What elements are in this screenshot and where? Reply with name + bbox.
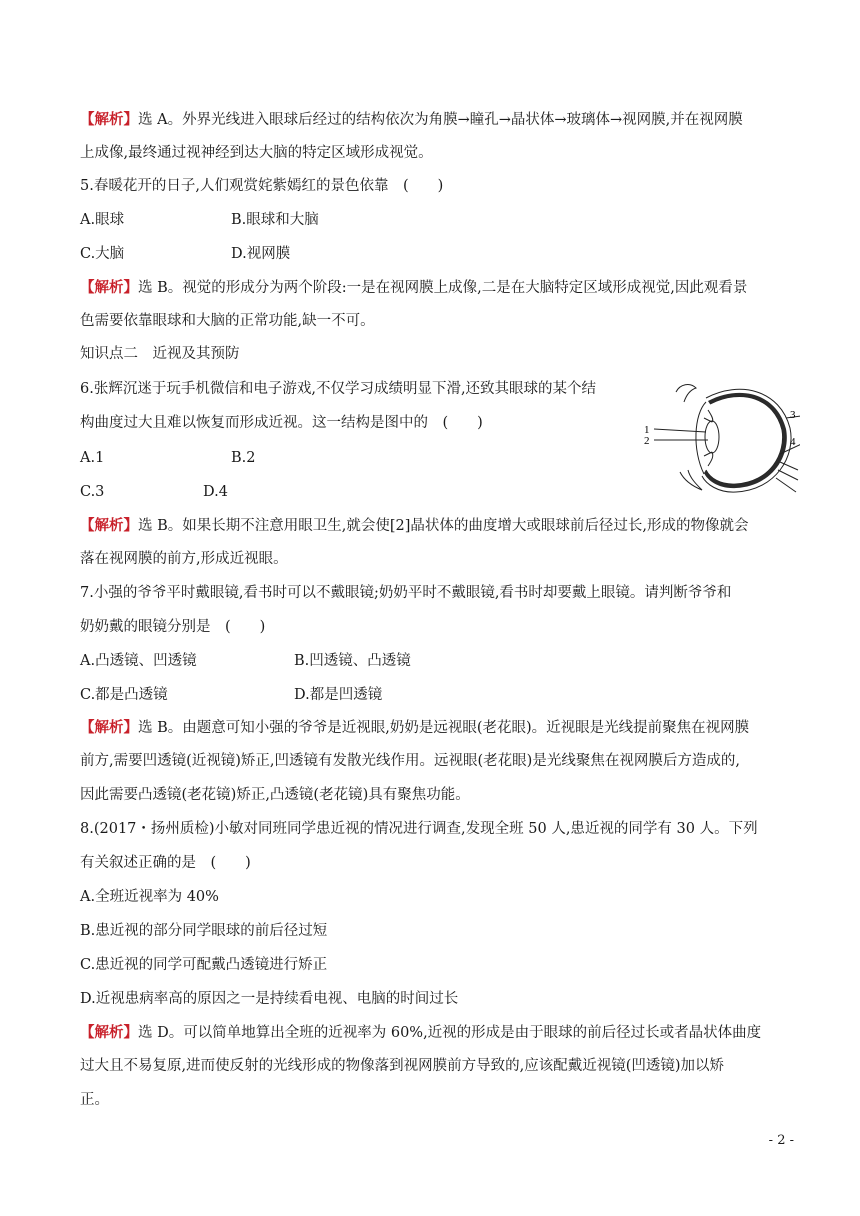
question-5-stem: 5.春暖花开的日子,人们观赏姹紫嫣红的景色依靠 ( ) xyxy=(80,178,444,194)
analysis-tag: 【解析】 xyxy=(80,1024,138,1041)
question-6-line-1: 6.张辉沉迷于玩手机微信和电子游戏,不仅学习成绩明显下滑,还致其眼球的某个结 xyxy=(80,381,597,397)
question-6-option-c: C.3 xyxy=(80,484,105,500)
analysis-6-line-1 xyxy=(80,516,749,536)
question-8-option-c: C.患近视的同学可配戴凸透镜进行矫正 xyxy=(80,957,328,973)
question-8-line-1: 8.(2017・扬州质检)小敏对同班同学患近视的情况进行调查,发现全班 50 人,患近视的同学有 30 人。下列 xyxy=(80,821,758,837)
analysis-4-line-1 xyxy=(80,110,743,130)
figure-label-2: 2 xyxy=(644,435,650,447)
analysis-7-line-3: 因此需要凸透镜(老花镜)矫正,凸透镜(老花镜)具有聚焦功能。 xyxy=(80,787,470,803)
question-7-option-a: A.凸透镜、凹透镜 xyxy=(80,653,197,669)
question-5-option-c: C.大脑 xyxy=(80,246,125,262)
analysis-8-line-3: 正。 xyxy=(80,1092,109,1108)
section-heading: 知识点二 近视及其预防 xyxy=(80,346,240,362)
question-6-option-b: B.2 xyxy=(231,450,256,466)
lens xyxy=(705,421,719,453)
page-number: - 2 - xyxy=(768,1133,794,1148)
question-6-option-a: A.1 xyxy=(80,450,105,466)
cornea xyxy=(696,402,706,474)
question-5-option-a: A.眼球 xyxy=(80,212,125,228)
question-7-option-b: B.凹透镜、凸透镜 xyxy=(294,653,411,669)
question-8-option-a: A.全班近视率为 40% xyxy=(80,889,219,905)
question-8-option-b: B.患近视的部分同学眼球的前后径过短 xyxy=(80,923,328,939)
analysis-8-line-1 xyxy=(80,1023,761,1043)
question-7-line-2: 奶奶戴的眼镜分别是 ( ) xyxy=(80,619,266,635)
analysis-text: 选 B。由题意可知小强的爷爷是近视眼,奶奶是远视眼(老花眼)。近视眼是光线提前聚焦在视网膜 xyxy=(138,720,750,736)
question-7-option-c: C.都是凸透镜 xyxy=(80,687,168,703)
retina-band xyxy=(704,393,787,488)
analysis-tag: 【解析】 xyxy=(80,719,138,736)
question-7-line-1: 7.小强的爷爷平时戴眼镜,看书时可以不戴眼镜;奶奶平时不戴眼镜,看书时却要戴上眼镜。请判断爷爷和 xyxy=(80,585,732,601)
upper-eyelid xyxy=(676,385,696,402)
eyeball-diagram xyxy=(640,380,800,500)
analysis-text: 选 A。外界光线进入眼球后经过的结构依次为角膜→瞳孔→晶状体→玻璃体→视网膜,并在视网膜 xyxy=(138,112,743,128)
figure-label-3: 3 xyxy=(790,409,796,421)
analysis-6-line-2: 落在视网膜的前方,形成近视眼。 xyxy=(80,551,288,567)
question-7-option-d: D.都是凹透镜 xyxy=(294,687,383,703)
label-line-1 xyxy=(654,429,706,432)
analysis-text: 选 B。如果长期不注意用眼卫生,就会使[2]晶状体的曲度增大或眼球前后径过长,形成的物像就会 xyxy=(138,518,749,534)
analysis-8-line-2: 过大且不易复原,进而使反射的光线形成的物像落到视网膜前方导致的,应该配戴近视镜(凹透镜)加以矫 xyxy=(80,1058,725,1074)
analysis-7-line-1 xyxy=(80,718,749,738)
lower-eyelid xyxy=(680,470,702,490)
analysis-tag: 【解析】 xyxy=(80,517,138,534)
ciliary-body xyxy=(708,410,713,466)
sclera-outline xyxy=(702,389,791,492)
analysis-text: 选 B。视觉的形成分为两个阶段:一是在视网膜上成像,二是在大脑特定区域形成视觉,因此观看景 xyxy=(138,280,748,296)
analysis-text: 选 D。可以简单地算出全班的近视率为 60%,近视的形成是由于眼球的前后径过长或者晶状体曲度 xyxy=(138,1025,762,1041)
question-5-option-b: B.眼球和大脑 xyxy=(231,212,319,228)
analysis-tag: 【解析】 xyxy=(80,111,138,128)
question-8-line-2: 有关叙述正确的是 ( ) xyxy=(80,855,251,871)
question-6-line-2: 构曲度过大且难以恢复而形成近视。这一结构是图中的 ( ) xyxy=(80,415,483,431)
question-6-option-d: D.4 xyxy=(203,484,228,500)
analysis-4-line-2: 上成像,最终通过视神经到达大脑的特定区域形成视觉。 xyxy=(80,145,433,161)
optic-nerve xyxy=(776,462,798,492)
figure-label-1: 1 xyxy=(644,424,650,436)
question-8-option-d: D.近视患病率高的原因之一是持续看电视、电脑的时间过长 xyxy=(80,991,459,1007)
analysis-tag: 【解析】 xyxy=(80,279,138,296)
analysis-5-line-2: 色需要依靠眼球和大脑的正常功能,缺一不可。 xyxy=(80,313,375,329)
analysis-5-line-1 xyxy=(80,278,747,298)
analysis-7-line-2: 前方,需要凹透镜(近视镜)矫正,凹透镜有发散光线作用。远视眼(老花眼)是光线聚焦在视网膜后方造成的, xyxy=(80,753,740,769)
figure-label-4: 4 xyxy=(790,436,796,448)
question-5-option-d: D.视网膜 xyxy=(231,246,291,262)
